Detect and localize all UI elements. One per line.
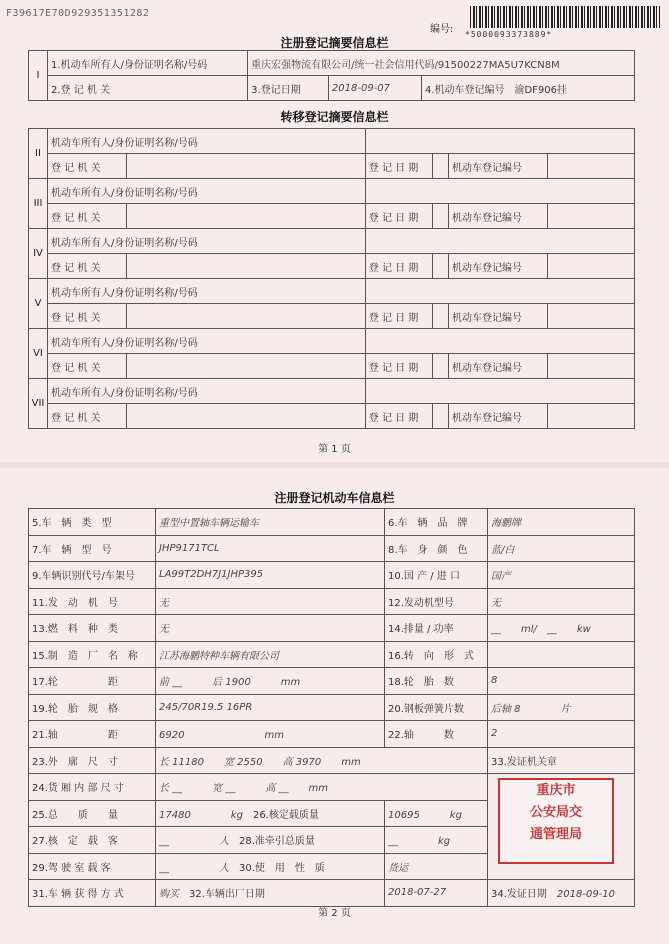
office-value xyxy=(127,304,366,329)
wheelbase-value: 6920 mm xyxy=(156,721,385,748)
cab-passenger-cell xyxy=(156,853,385,880)
row-roman-numeral: III xyxy=(29,179,48,229)
registration-date-value: 2018-09-07 xyxy=(328,76,421,101)
field-label: 29.驾 驶 室 载 客 xyxy=(29,853,156,880)
cargo-dimensions-value: 长 __ 宽 __ 高 __ mm xyxy=(156,774,488,801)
date-value xyxy=(432,254,448,279)
reg-number-label: 4.机动车登记编号 xyxy=(424,84,505,96)
reg-number-label: 机动车登记编号 xyxy=(449,304,548,329)
engine-model-value: 无 xyxy=(488,588,635,615)
steering-value xyxy=(488,641,635,668)
owner-label: 机动车所有人/身份证明名称/号码 xyxy=(48,279,366,304)
date-label: 登 记 日 期 xyxy=(365,354,432,379)
issue-date-cell xyxy=(488,880,635,907)
axle-count-value: 2 xyxy=(488,721,635,748)
owner-value: 重庆宏强物流有限公司/统一社会信用代码/91500227MA5U7KCN8M xyxy=(248,51,635,76)
field-label: 21.轴 距 xyxy=(29,721,156,748)
reg-number-value xyxy=(548,204,635,229)
date-label: 登 记 日 期 xyxy=(365,304,432,329)
reg-number-value xyxy=(548,304,635,329)
date-label: 登 记 日 期 xyxy=(365,404,432,429)
number-label: 编号: xyxy=(430,24,454,35)
field-label: 19.轮 胎 规 格 xyxy=(29,694,156,721)
field-label: 25.总 质 量 xyxy=(29,800,156,827)
owner-label: 机动车所有人/身份证明名称/号码 xyxy=(48,229,366,254)
field-label: 20.钢板弹簧片数 xyxy=(385,694,488,721)
field-label: 30.使 用 性 质 xyxy=(239,862,325,874)
owner-value xyxy=(365,279,634,304)
vin-value: LA99T2DH7J1JHP395 xyxy=(156,562,385,589)
barcode xyxy=(470,6,660,28)
displacement-value: __ ml/ __ kw xyxy=(488,615,635,642)
field-label: 14.排量 / 功率 xyxy=(385,615,488,642)
acquisition-value: 购买 xyxy=(159,889,179,901)
field-label: 24.货 厢 内 部 尺 寸 xyxy=(29,774,156,801)
date-label: 登 记 日 期 xyxy=(365,254,432,279)
owner-label: 机动车所有人/身份证明名称/号码 xyxy=(48,329,366,354)
row-roman-numeral: IV xyxy=(29,229,48,279)
field-label: 31.车 辆 获 得 方 式 xyxy=(29,880,156,907)
reg-number-value xyxy=(548,154,635,179)
date-label: 登 记 日 期 xyxy=(365,204,432,229)
official-seal xyxy=(498,778,614,864)
gross-mass-cell xyxy=(156,800,385,827)
barcode-number: *5000093373889* xyxy=(465,30,553,39)
manufacturer-value: 江苏海鹏特种车辆有限公司 xyxy=(156,641,385,668)
field-label: 5.车 辆 类 型 xyxy=(29,509,156,536)
field-label: 12.发动机型号 xyxy=(385,588,488,615)
tire-count-value: 8 xyxy=(488,668,635,695)
reg-number-label: 机动车登记编号 xyxy=(449,404,548,429)
date-value xyxy=(432,154,448,179)
owner-value xyxy=(365,129,634,154)
acquisition-cell xyxy=(156,880,385,907)
office-label: 登 记 机 关 xyxy=(48,354,127,379)
office-value xyxy=(127,204,366,229)
owner-label: 机动车所有人/身份证明名称/号码 xyxy=(48,179,366,204)
owner-value xyxy=(365,229,634,254)
field-label: 11.发 动 机 号 xyxy=(29,588,156,615)
office-value xyxy=(127,254,366,279)
page-divider xyxy=(0,462,669,468)
field-label: 33.发证机关章 xyxy=(488,747,635,774)
owner-label: 机动车所有人/身份证明名称/号码 xyxy=(48,129,366,154)
transfer-summary-title: 转移登记摘要信息栏 xyxy=(280,110,389,124)
reg-number-value: 渝DF906挂 xyxy=(514,84,568,96)
owner-label: 1.机动车所有人/身份证明名称/号码 xyxy=(48,51,248,76)
office-value xyxy=(127,354,366,379)
reg-number-value xyxy=(548,404,635,429)
spring-count-value: 后轴 8 片 xyxy=(488,694,635,721)
field-label: 10.国 产 / 进 口 xyxy=(385,562,488,589)
fuel-value: 无 xyxy=(156,615,385,642)
owner-value xyxy=(365,179,634,204)
seal-line-3: 通管理局 xyxy=(529,827,582,842)
page-number-1: 第 1 页 xyxy=(318,444,351,455)
towing-mass-value: __ kg xyxy=(385,827,488,854)
office-label: 登 记 机 关 xyxy=(48,404,127,429)
row-roman-numeral: II xyxy=(29,129,48,179)
passenger-value: __ 人 xyxy=(159,836,229,848)
field-label: 28.准牵引总质量 xyxy=(239,836,315,848)
office-label: 登 记 机 关 xyxy=(48,304,127,329)
color-value: 蓝/白 xyxy=(488,535,635,562)
date-label: 登 记 日 期 xyxy=(365,154,432,179)
transfer-summary-table xyxy=(28,128,635,429)
office-value xyxy=(127,154,366,179)
document-serial-number: F39617E70D929351351282 xyxy=(6,8,150,19)
field-label: 17.轮 距 xyxy=(29,668,156,695)
page-number-2: 第 2 页 xyxy=(318,908,351,919)
field-label: 18.轮 胎 数 xyxy=(385,668,488,695)
passenger-cell xyxy=(156,827,385,854)
field-label: 8.车 身 颜 色 xyxy=(385,535,488,562)
model-value: JHP9171TCL xyxy=(156,535,385,562)
field-label: 26.核定载质量 xyxy=(252,809,319,821)
track-value: 前 __ 后 1900 mm xyxy=(156,668,385,695)
field-label: 13.燃 料 种 类 xyxy=(29,615,156,642)
owner-label: 机动车所有人/身份证明名称/号码 xyxy=(48,379,366,404)
field-label: 23.外 廓 尺 寸 xyxy=(29,747,156,774)
vehicle-info-title: 注册登记机动车信息栏 xyxy=(274,491,395,505)
row-roman-numeral: V xyxy=(29,279,48,329)
date-value xyxy=(432,354,448,379)
field-label: 6.车 辆 品 牌 xyxy=(385,509,488,536)
field-label: 22.轴 数 xyxy=(385,721,488,748)
registration-summary-title: 注册登记摘要信息栏 xyxy=(280,36,389,50)
reg-number-value xyxy=(548,354,635,379)
field-label: 7.车 辆 型 号 xyxy=(29,535,156,562)
tire-spec-value: 245/70R19.5 16PR xyxy=(156,694,385,721)
owner-value xyxy=(365,379,634,404)
row-roman-numeral: I xyxy=(29,51,48,101)
registration-summary-table xyxy=(28,50,635,101)
brand-value: 海鹏牌 xyxy=(488,509,635,536)
date-value xyxy=(432,204,448,229)
owner-value xyxy=(365,329,634,354)
field-label: 32.车辆出厂日期 xyxy=(189,889,265,901)
engine-number-value: 无 xyxy=(156,588,385,615)
date-value xyxy=(432,304,448,329)
vehicle-type-value: 重型中置轴车辆运输车 xyxy=(156,509,385,536)
issue-date-label: 34.发证日期 xyxy=(491,889,547,901)
outer-dimensions-value: 长 11180 宽 2550 高 3970 mm xyxy=(156,747,488,774)
rated-load-value: 10695 kg xyxy=(385,800,488,827)
office-label: 登 记 机 关 xyxy=(48,154,127,179)
reg-number-value xyxy=(548,254,635,279)
cab-passenger-value: __ 人 xyxy=(159,862,229,874)
field-label: 16.转 向 形 式 xyxy=(385,641,488,668)
field-label: 27.核 定 载 客 xyxy=(29,827,156,854)
reg-number-label: 机动车登记编号 xyxy=(449,154,548,179)
reg-number-label: 机动车登记编号 xyxy=(449,354,548,379)
field-label: 9.车辆识别代号/车架号 xyxy=(29,562,156,589)
date-label: 3.登记日期 xyxy=(248,76,329,101)
row-roman-numeral: VI xyxy=(29,329,48,379)
manufacture-date-value: 2018-07-27 xyxy=(385,880,488,907)
reg-number-label: 机动车登记编号 xyxy=(449,204,548,229)
office-label: 2.登 记 机 关 xyxy=(48,76,248,101)
office-label: 登 记 机 关 xyxy=(48,204,127,229)
gross-mass-value: 17480 kg xyxy=(159,809,243,821)
office-label: 登 记 机 关 xyxy=(48,254,127,279)
date-value xyxy=(432,404,448,429)
reg-number-label: 机动车登记编号 xyxy=(449,254,548,279)
usage-value: 货运 xyxy=(385,853,488,880)
origin-value: 国产 xyxy=(488,562,635,589)
row-roman-numeral: VII xyxy=(29,379,48,429)
reg-number-cell xyxy=(421,76,634,101)
issue-date-value: 2018-09-10 xyxy=(556,889,616,901)
field-label: 15.制 造 厂 名 称 xyxy=(29,641,156,668)
seal-line-1: 重庆市 xyxy=(536,783,576,798)
seal-line-2: 公安局交 xyxy=(529,805,582,820)
office-value xyxy=(127,404,366,429)
